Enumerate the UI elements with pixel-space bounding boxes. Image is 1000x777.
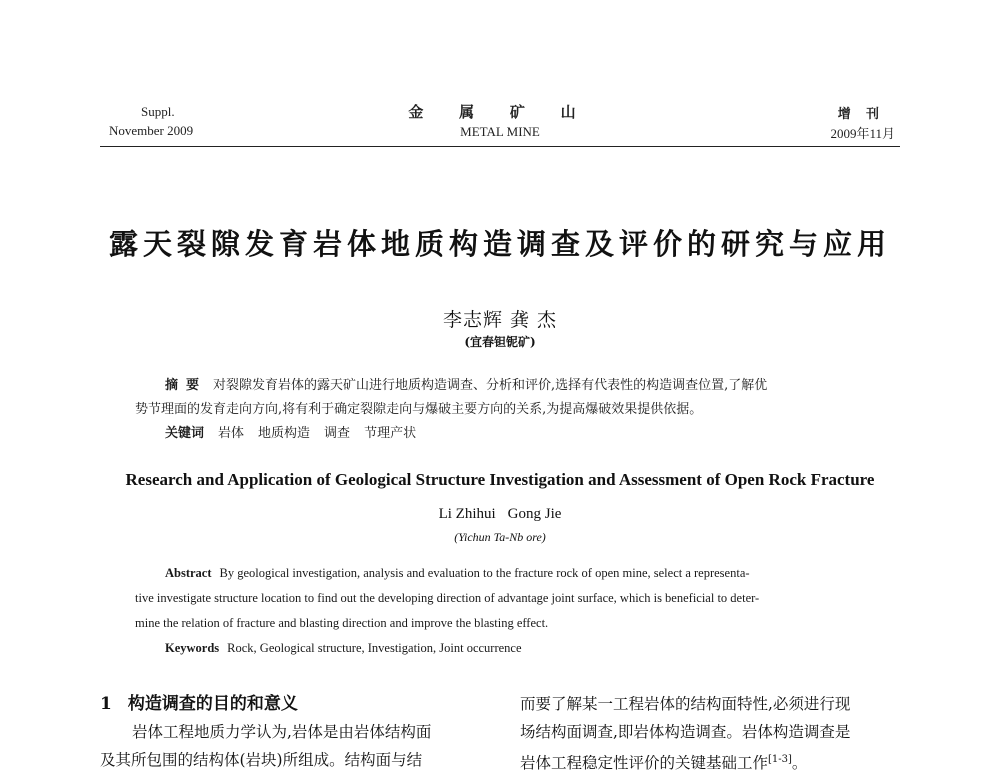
body-left-line2: 及其所包围的结构体(岩块)所组成。结构面与结 xyxy=(100,751,423,769)
abstract-cn-line1: 对裂隙发育岩体的露天矿山进行地质构造调查、分析和评价,选择有代表性的构造调查位置,了解优 xyxy=(213,378,768,393)
header-date-cn: 2009年11月 xyxy=(830,126,895,141)
paper-title-en: Research and Application of Geological Structure Investigation and Assessment of Open Rock Fracture xyxy=(125,470,875,489)
keywords-cn-label: 关键词 xyxy=(165,426,205,441)
abstract-en-line2: tive investigate structure location to find out the developing direction of advantage joint surface, which is beneficial to deter- xyxy=(135,591,760,605)
abstract-en-line1: By geological investigation, analysis and evaluation to the fracture rock of open mine, select a representa- xyxy=(219,566,750,580)
body-right-line3-end: 。 xyxy=(791,754,808,773)
authors-en xyxy=(0,506,1000,523)
abstract-cn-label: 摘要 xyxy=(165,378,208,393)
body-right-line1: 而要了解某一工程岩体的结构面特性,必须进行现 xyxy=(520,695,851,713)
keywords-en-label: Keywords xyxy=(165,641,220,655)
section-1-heading xyxy=(100,690,495,718)
keyword-cn: 节理产状 xyxy=(364,426,417,441)
keyword-cn: 地质构造 xyxy=(258,426,311,441)
keyword-cn: 调查 xyxy=(324,426,351,441)
author-en: Gong Jie xyxy=(507,506,562,522)
author-en: Li Zhihui xyxy=(438,506,496,522)
header-rule xyxy=(100,146,900,147)
abstract-en-line3: mine the relation of fracture and blasting direction and improve the blasting effect. xyxy=(135,616,549,630)
body-right-column xyxy=(520,690,910,777)
header-suppl-cn: 增 刊 xyxy=(837,106,885,121)
affiliation-en: (Yichun Ta-Nb ore) xyxy=(454,530,546,544)
body-left-line1: 岩体工程地质力学认为,岩体是由岩体结构面 xyxy=(132,723,432,741)
header-journal-cn: 金 属 矿 山 xyxy=(408,105,592,121)
abstract-cn-line2: 势节理面的发育走向方向,将有利于确定裂隙走向与爆破主要方向的关系,为提高爆破效果提供依据。 xyxy=(135,402,703,417)
header-suppl: Suppl. xyxy=(141,104,175,119)
section-1-title: 构造调查的目的和意义 xyxy=(127,694,298,714)
abstract-en-label: Abstract xyxy=(165,566,212,580)
citation[interactable]: [1-3] xyxy=(768,754,792,765)
keywords-en-text: Rock, Geological structure, Investigation, Joint occurrence xyxy=(227,641,522,655)
affiliation: (宜春钽铌矿) xyxy=(464,335,536,349)
keywords-en xyxy=(135,636,875,661)
keywords-cn xyxy=(135,422,875,446)
abstract-cn xyxy=(135,374,875,446)
body-right-line3-text: 岩体工程稳定性评价的关键基础工作 xyxy=(520,754,769,773)
section-1-number: 1 xyxy=(100,694,112,714)
paper-title: 露天裂隙发育岩体地质构造调查及评价的研究与应用 xyxy=(108,227,891,261)
header-journal-en: METAL MINE xyxy=(460,124,540,139)
body-right-line3 xyxy=(520,746,910,777)
authors: 李志辉 龚 杰 xyxy=(442,309,558,331)
header-date-en: November 2009 xyxy=(109,123,194,138)
abstract-en xyxy=(135,561,875,661)
body-right-line2: 场结构面调查,即岩体构造调查。岩体构造调查是 xyxy=(520,723,851,741)
keyword-cn: 岩体 xyxy=(218,426,245,441)
body-left-column xyxy=(100,690,495,774)
